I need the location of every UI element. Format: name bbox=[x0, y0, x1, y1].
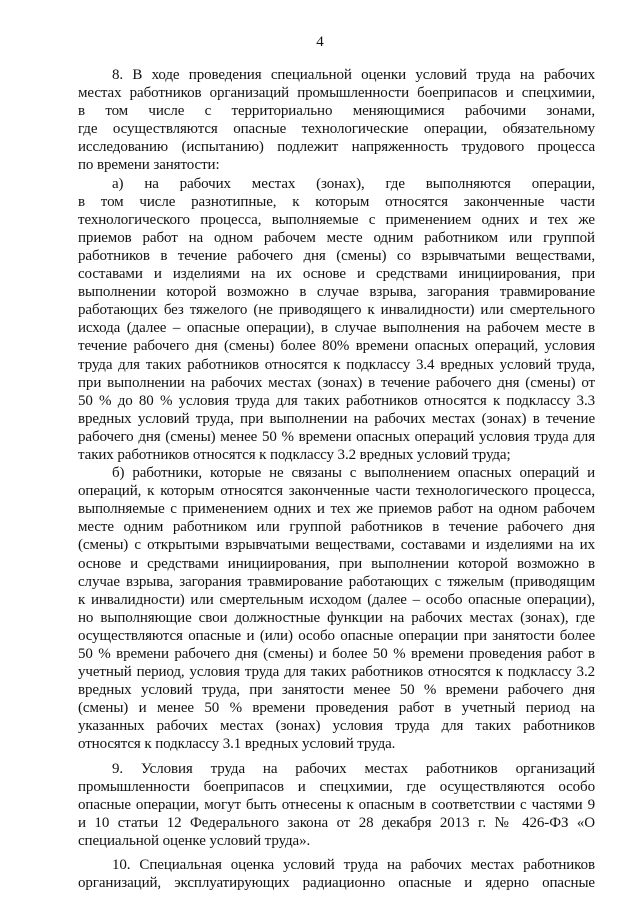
document-body bbox=[78, 66, 595, 892]
text-line: относятся к подклассу 3.1 вредных условий труда. bbox=[78, 736, 396, 753]
text-line: приемов работ на одном рабочем месте одним работником или группой bbox=[78, 229, 595, 246]
text-line: рабочего дня (смены) менее 50 % времени опасных операций условия труда для bbox=[78, 428, 595, 445]
text-line: 9. Условия труда на рабочих местах работников организаций bbox=[112, 760, 595, 777]
text-line: операций, к которым относятся законченные части технологического процесса, bbox=[78, 483, 595, 500]
paragraph-10 bbox=[78, 856, 595, 892]
text-line: указанных рабочих местах (зонах) условия труда для таких работников bbox=[78, 718, 595, 735]
text-line: 50 % до 80 % условия труда для таких работников относятся к подклассу 3.3 bbox=[78, 392, 595, 409]
text-line: специальной оценке условий труда». bbox=[78, 832, 311, 849]
text-line: 50 % времени рабочего дня (смены) и более 50 % времени проведения работ в bbox=[78, 646, 595, 662]
text-line: случае взрыва, загорания травмирование работающих с тяжелым (приводящим bbox=[78, 573, 595, 590]
text-line: но выполняющие свои должностные функции на рабочих местах (зонах), где bbox=[78, 609, 595, 626]
text-line: где осуществляются опасные технологические операции, обязательному bbox=[78, 121, 595, 138]
text-line: по времени занятости: bbox=[78, 157, 220, 174]
text-line: работающих без тяжелого (не приводящего к инвалидности) или смертельного bbox=[78, 302, 595, 319]
text-line: составами и изделиями на их основе и средствами инициирования, при bbox=[78, 266, 595, 283]
text-line: б) работники, которые не связаны с выполнением опасных операций и bbox=[112, 465, 595, 482]
text-line: месте одним работником или группой работников в течение рабочего дня bbox=[78, 519, 595, 536]
text-line: промышленности боеприпасов и спецхимии, где осуществляются особо bbox=[78, 778, 595, 795]
text-line: выполняемые с применением одних и тех же приемов работ на одном рабочем bbox=[78, 501, 595, 518]
text-line: и 10 статьи 12 Федерального закона от 28 декабря 2013 г. № 426-ФЗ «О bbox=[78, 814, 595, 831]
text-line: опасные операции, могут быть отнесены к опасным в соответствии с частями 9 bbox=[78, 796, 595, 813]
text-line: работников в течение рабочего дня (смены) со взрывчатыми веществами, bbox=[78, 247, 595, 264]
text-line: (смены) с открытыми взрывчатыми веществами, составами и изделиями на их bbox=[78, 537, 595, 554]
text-line: технологического процесса, выполняемые с применением одних и тех же bbox=[78, 211, 595, 228]
text-line: учетный период, условия труда для таких работников относятся к подклассу 3.2 bbox=[78, 664, 595, 681]
text-line: а) на рабочих местах (зонах), где выполняются операции, bbox=[112, 175, 595, 192]
text-line: исхода (далее – опасные операции), в случае выполнения на рабочем месте в bbox=[78, 320, 595, 337]
text-line: осуществляются опасные и (или) особо опасные операции при занятости более bbox=[78, 627, 595, 644]
paragraph-8b bbox=[78, 464, 595, 754]
text-line: при выполнении на рабочих местах (зонах) в течение рабочего дня (смены) от bbox=[78, 374, 595, 391]
text-line: к инвалидности) или смертельным исходом (далее – особо опасные операции), bbox=[78, 591, 595, 608]
text-line: исследованию (испытанию) подлежит напряженность трудового процесса bbox=[78, 139, 595, 156]
paragraph-8a bbox=[78, 175, 595, 465]
text-line: труда для таких работников относятся к подклассу 3.4 вредных условий труда, bbox=[78, 356, 595, 373]
text-line: в том числе разнотипные, к которым относятся законченные части bbox=[78, 193, 595, 210]
text-line: (смены) и менее 50 % времени проведения работ в учетный период на bbox=[78, 700, 595, 717]
text-line: 10. Специальная оценка условий труда на рабочих местах работников bbox=[112, 857, 595, 874]
text-line: основе и средствами инициирования, при выполнении которой возможно в bbox=[78, 555, 595, 572]
text-line: выполнении которой возможно в случае взрыва, загорания травмирование bbox=[78, 284, 595, 301]
text-line: вредных условий труда, при выполнении на рабочих местах (зонах) в течение bbox=[78, 410, 595, 427]
text-line: местах работников организаций промышленности боеприпасов и спецхимии, bbox=[78, 85, 595, 102]
text-line: организаций, эксплуатирующих радиационно опасные и ядерно опасные bbox=[78, 875, 595, 892]
page-number: 4 bbox=[316, 34, 324, 50]
text-line: течение рабочего дня (смены) более 80% времени опасных операций, условия bbox=[78, 338, 595, 355]
paragraph-9 bbox=[78, 760, 595, 850]
paragraph-8 bbox=[78, 66, 595, 175]
text-line: вредных условий труда, при занятости менее 50 % времени рабочего дня bbox=[78, 682, 595, 699]
text-line: 8. В ходе проведения специальной оценки условий труда на рабочих bbox=[112, 67, 595, 83]
text-line: таких работников относятся к подклассу 3.2 вредных условий труда; bbox=[78, 446, 511, 463]
text-line: в том числе с территориально меняющимися рабочими зонами, bbox=[78, 103, 595, 120]
